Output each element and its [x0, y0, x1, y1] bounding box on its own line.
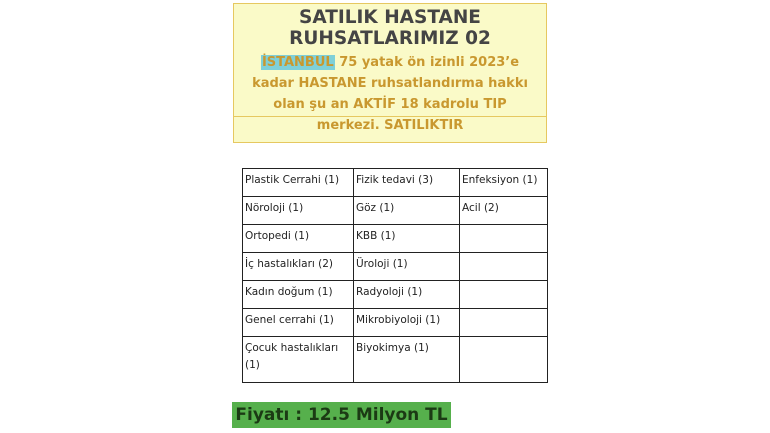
table-cell: Radyoloji (1)	[354, 281, 460, 309]
table-row	[243, 197, 548, 225]
description-text: 75 yatak ön izinli 2023’e kadar HASTANE ruhsatlandırma hakkı olan şu an AKTİF 18 kadrolu TIP merkezi. SATILIKTIR	[252, 55, 528, 133]
table-cell: Acil (2)	[460, 197, 548, 225]
table-cell: Nöroloji (1)	[243, 197, 354, 225]
table-cell: KBB (1)	[354, 225, 460, 253]
table-cell: Ortopedi (1)	[243, 225, 354, 253]
table-cell: Plastik Cerrahi (1)	[243, 169, 354, 197]
listing-banner	[233, 3, 547, 143]
table-cell: Kadın doğum (1)	[243, 281, 354, 309]
table-cell: Enfeksiyon (1)	[460, 169, 548, 197]
table-row	[243, 281, 548, 309]
listing-title: SATILIK HASTANE RUHSATLARIMIZ 02	[289, 7, 491, 49]
table-cell: Üroloji (1)	[354, 253, 460, 281]
city-highlight: İSTANBUL	[261, 55, 334, 70]
table-row	[243, 253, 548, 281]
table-cell	[460, 337, 548, 383]
table-cell: Mikrobiyoloji (1)	[354, 309, 460, 337]
table-cell	[460, 309, 548, 337]
table-row	[243, 337, 548, 383]
table-row	[243, 169, 548, 197]
table-cell: Göz (1)	[354, 197, 460, 225]
table-cell	[460, 225, 548, 253]
departments-table	[242, 168, 548, 383]
table-cell: Fizik tedavi (3)	[354, 169, 460, 197]
table-cell: Çocuk hastalıkları (1)	[243, 337, 354, 383]
table-cell	[460, 281, 548, 309]
table-cell: Genel cerrahi (1)	[243, 309, 354, 337]
table-cell	[460, 253, 548, 281]
price-banner: Fiyatı : 12.5 Milyon TL	[232, 402, 451, 428]
table-cell: İç hastalıkları (2)	[243, 253, 354, 281]
banner-divider	[234, 116, 546, 117]
table-row	[243, 225, 548, 253]
table-cell: Biyokimya (1)	[354, 337, 460, 383]
listing-description	[240, 52, 540, 136]
table-row	[243, 309, 548, 337]
